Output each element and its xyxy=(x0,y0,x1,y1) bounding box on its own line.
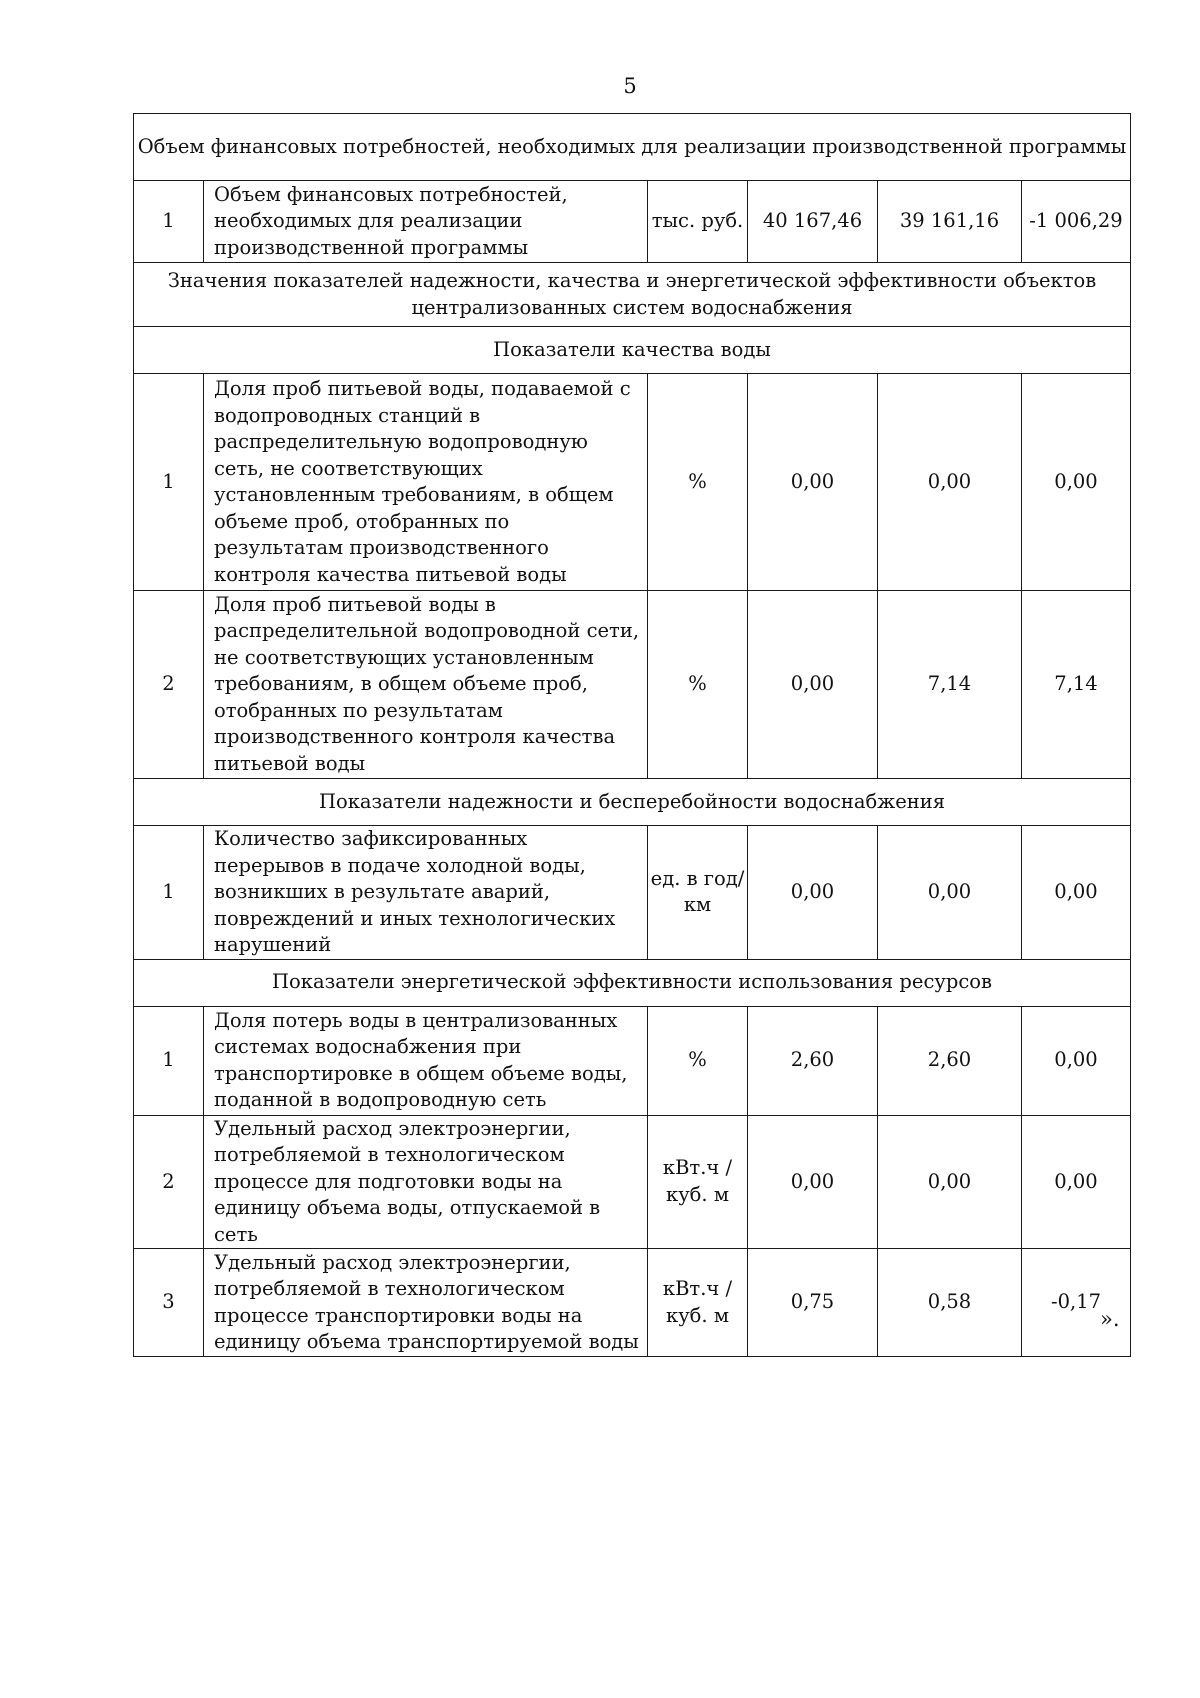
row-unit: тыс. руб. xyxy=(648,181,748,263)
table-row xyxy=(134,1006,1131,1115)
table-row xyxy=(134,374,1131,591)
row-value-3: 7,14 xyxy=(1022,591,1131,779)
closing-quote-mark: ». xyxy=(1100,1307,1120,1331)
row-value-1: 0,00 xyxy=(748,374,878,591)
table-row xyxy=(134,591,1131,779)
section-title-quality: Показатели качества воды xyxy=(134,327,1131,374)
section-header-row xyxy=(134,327,1131,374)
row-unit: % xyxy=(648,591,748,779)
row-description: Объем финансовых потребностей, необходимых для реализации производственной программы xyxy=(204,181,648,263)
row-value-2: 0,58 xyxy=(878,1249,1022,1357)
row-value-2: 0,00 xyxy=(878,826,1022,960)
section-title-energy: Показатели энергетической эффективности использования ресурсов xyxy=(134,959,1131,1006)
table-row xyxy=(134,181,1131,263)
row-value-3: 0,00 xyxy=(1022,1006,1131,1115)
row-number: 3 xyxy=(134,1249,204,1357)
row-value-1: 0,00 xyxy=(748,826,878,960)
row-description: Доля проб питьевой воды, подаваемой с водопроводных станций в распределительную водопроводную сеть, не соответствующих установленным требованиям, в общем объеме проб, отобранных по результатам производственного контроля качества питьевой воды xyxy=(204,374,648,591)
row-value-2: 7,14 xyxy=(878,591,1022,779)
row-value-2: 39 161,16 xyxy=(878,181,1022,263)
row-value-3: 0,00 xyxy=(1022,1115,1131,1249)
row-description: Количество зафиксированных перерывов в подаче холодной воды, возникших в результате аварий, повреждений и иных технологических нарушений xyxy=(204,826,648,960)
row-value-1: 0,00 xyxy=(748,1115,878,1249)
row-description: Доля проб питьевой воды в распределительной водопроводной сети, не соответствующих установленным требованиям, в общем объеме проб, отобранных по результатам производственного контроля качества питьевой воды xyxy=(204,591,648,779)
table-row xyxy=(134,1115,1131,1249)
row-value-1: 0,00 xyxy=(748,591,878,779)
table-row xyxy=(134,826,1131,960)
row-number: 2 xyxy=(134,591,204,779)
row-value-2: 2,60 xyxy=(878,1006,1022,1115)
table-row xyxy=(134,1249,1131,1357)
row-value-1: 0,75 xyxy=(748,1249,878,1357)
row-value-3: 0,00 xyxy=(1022,826,1131,960)
row-description: Удельный расход электроэнергии, потребляемой в технологическом процессе для подготовки воды на единицу объема воды, отпускаемой в сеть xyxy=(204,1115,648,1249)
row-number: 1 xyxy=(134,181,204,263)
row-description: Доля потерь воды в централизованных системах водоснабжения при транспортировке в общем объеме воды, поданной в водопроводную сеть xyxy=(204,1006,648,1115)
row-description: Удельный расход электроэнергии, потребляемой в технологическом процессе транспортировки воды на единицу объема транспортируемой воды xyxy=(204,1249,648,1357)
row-unit: % xyxy=(648,374,748,591)
page-number: 5 xyxy=(623,74,637,98)
row-value-3: 0,00 xyxy=(1022,374,1131,591)
row-value-2: 0,00 xyxy=(878,374,1022,591)
row-unit: ед. в год/ км xyxy=(648,826,748,960)
row-value-1: 2,60 xyxy=(748,1006,878,1115)
row-number: 1 xyxy=(134,826,204,960)
indicators-table xyxy=(133,113,1131,1357)
section-header-row xyxy=(134,959,1131,1006)
row-number: 1 xyxy=(134,374,204,591)
row-number: 2 xyxy=(134,1115,204,1249)
row-value-3: -1 006,29 xyxy=(1022,181,1131,263)
row-unit: % xyxy=(648,1006,748,1115)
section-header-row xyxy=(134,779,1131,826)
row-unit: кВт.ч / куб. м xyxy=(648,1249,748,1357)
section-title-financial: Объем финансовых потребностей, необходимых для реализации производственной программы xyxy=(134,114,1131,181)
section-title-reliability: Показатели надежности и бесперебойности водоснабжения xyxy=(134,779,1131,826)
section-title-indicators: Значения показателей надежности, качества и энергетической эффективности объектов централизованных систем водоснабжения xyxy=(134,263,1131,327)
row-number: 1 xyxy=(134,1006,204,1115)
row-unit: кВт.ч / куб. м xyxy=(648,1115,748,1249)
row-value-1: 40 167,46 xyxy=(748,181,878,263)
row-value-2: 0,00 xyxy=(878,1115,1022,1249)
section-header-row xyxy=(134,263,1131,327)
row-value-3: -0,17 xyxy=(1022,1249,1131,1357)
section-header-row xyxy=(134,114,1131,181)
